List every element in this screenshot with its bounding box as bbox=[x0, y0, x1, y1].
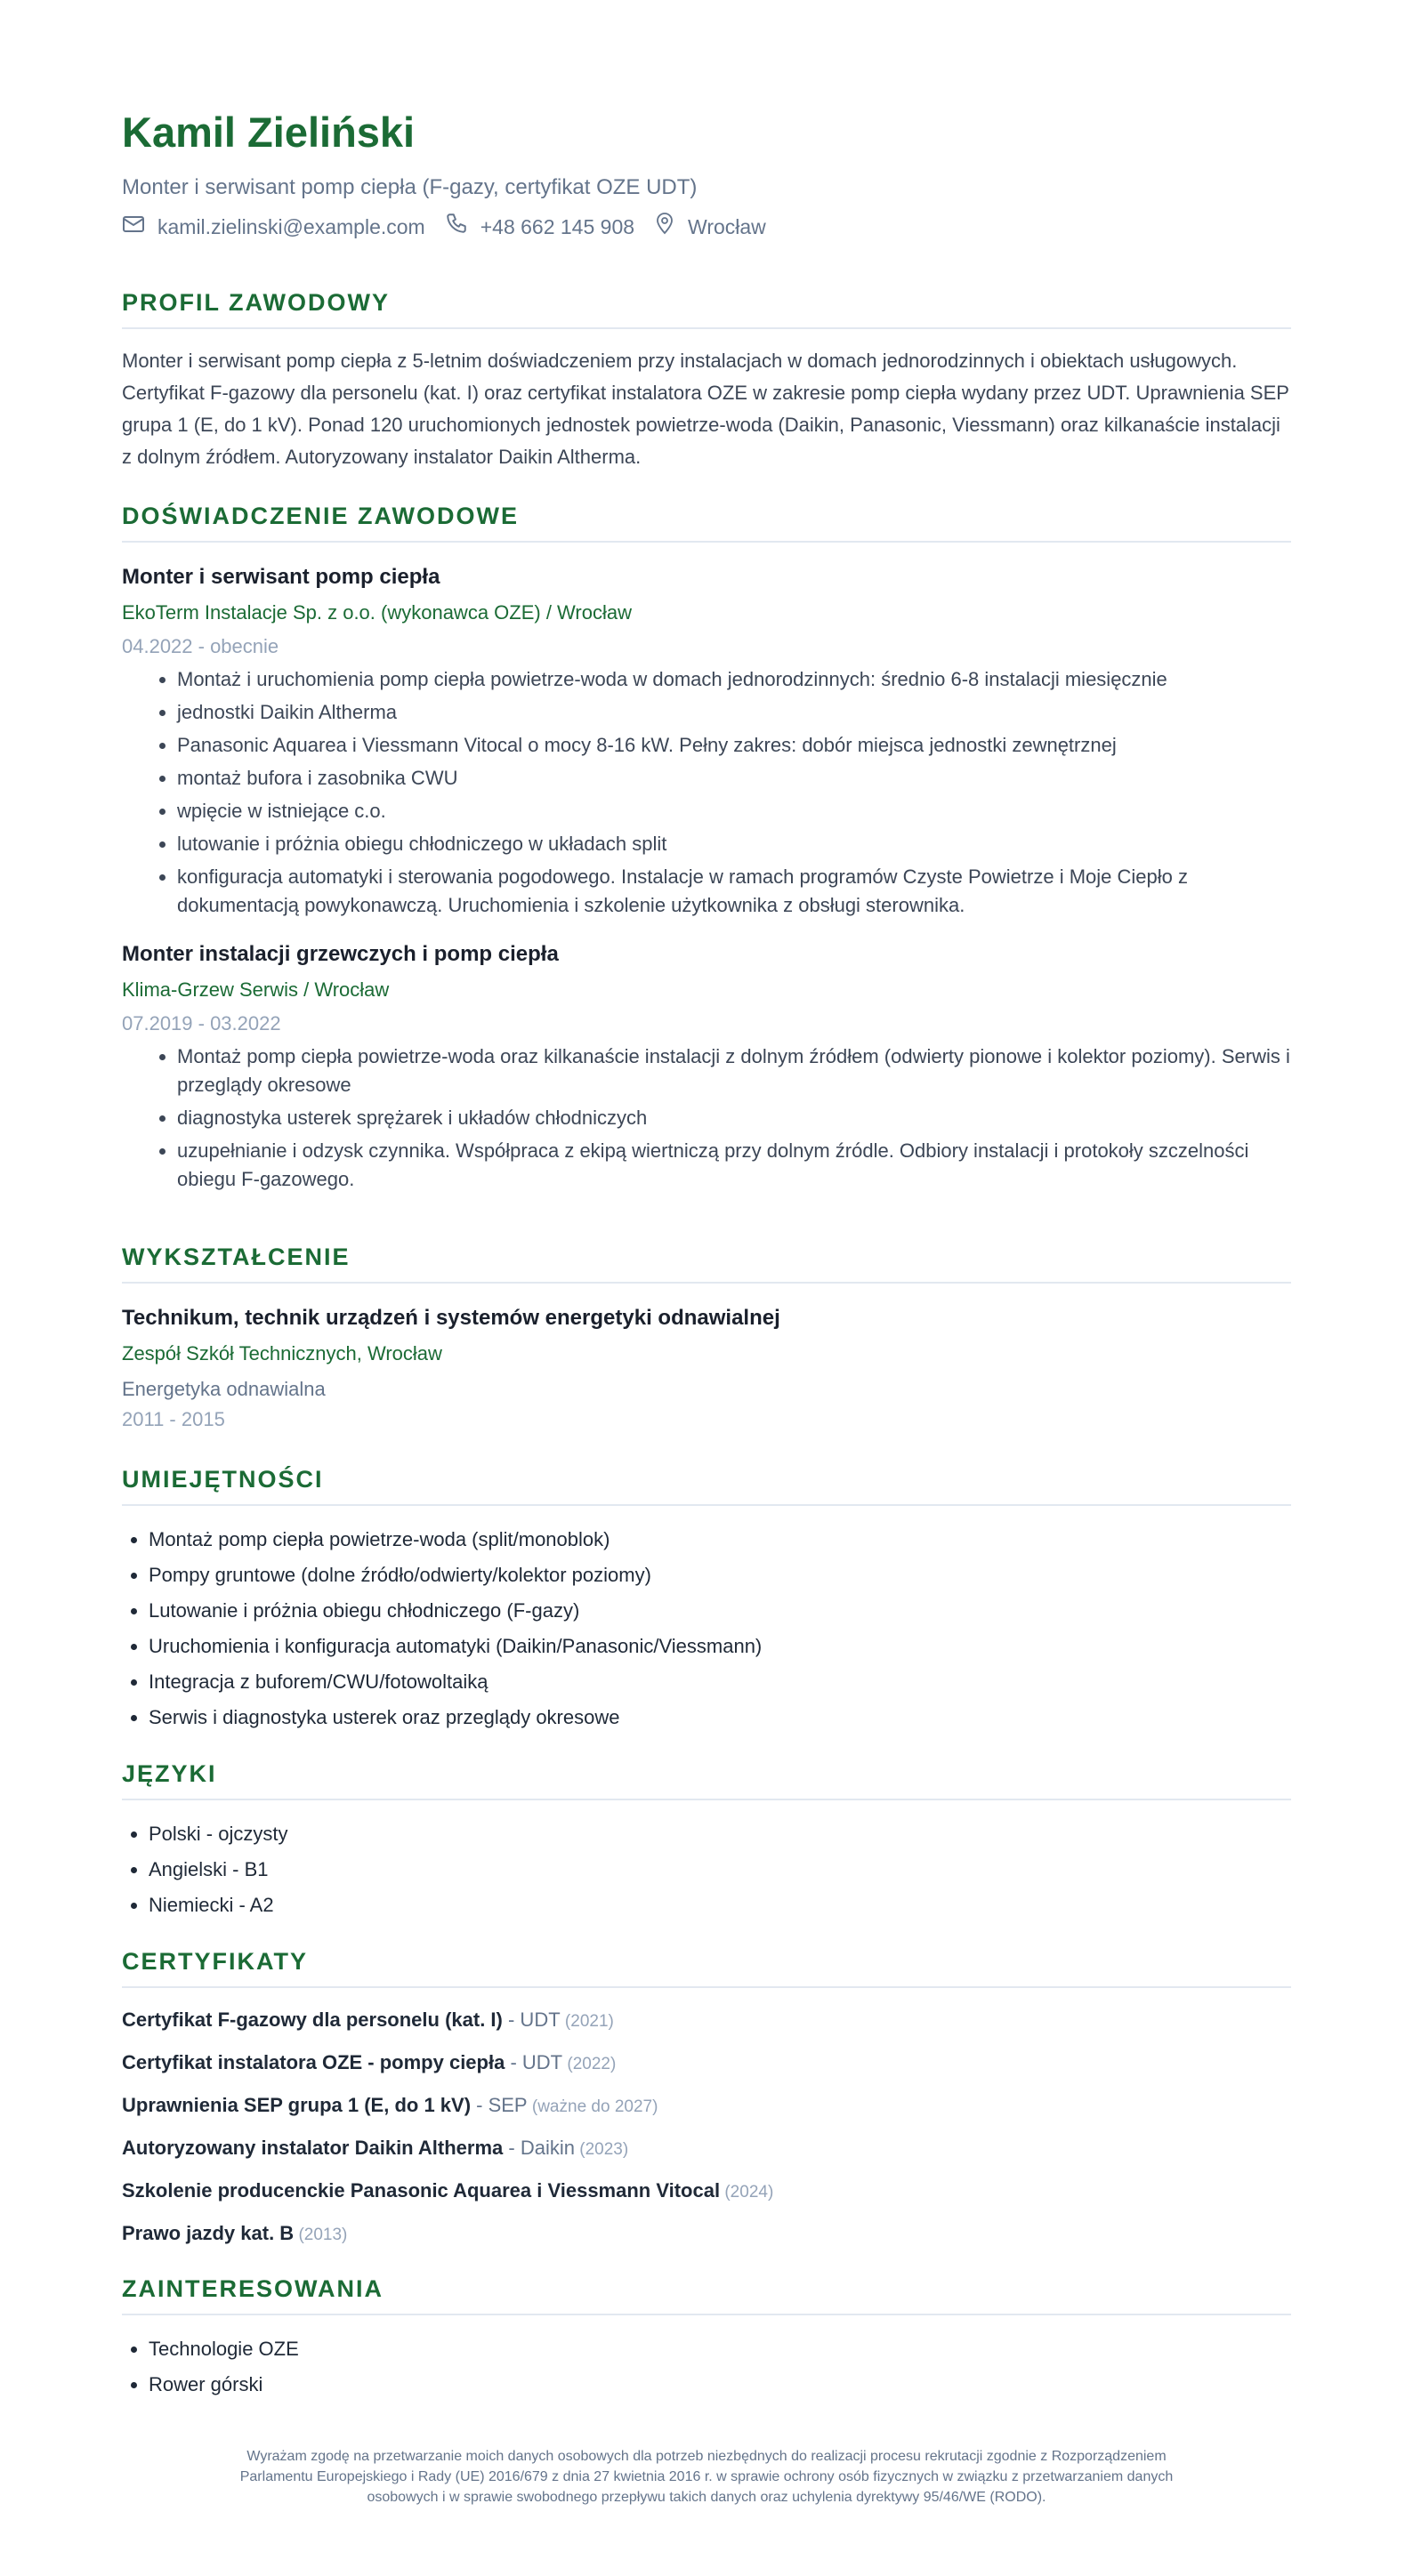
interests-list bbox=[122, 2335, 1291, 2399]
certificate-item bbox=[122, 2219, 1291, 2250]
job-company: Klima-Grzew Serwis / Wrocław bbox=[122, 978, 390, 1001]
education-dates: 2011 - 2015 bbox=[122, 1408, 225, 1430]
certificate-item bbox=[122, 2006, 1291, 2036]
section-title-languages: JĘZYKI bbox=[122, 1758, 1291, 1800]
candidate-name: Kamil Zieliński bbox=[122, 109, 416, 156]
certificate-item bbox=[122, 2091, 1291, 2121]
education-degree: Technikum, technik urządzeń i systemów energetyki odnawialnej bbox=[122, 1306, 780, 1330]
education-school: Zespół Szkół Technicznych, Wrocław bbox=[122, 1342, 442, 1364]
certificate-year: (2022) bbox=[562, 2055, 617, 2073]
list-item: • Angielski - B1 bbox=[149, 1856, 1291, 1884]
certificate-year: (2013) bbox=[294, 2226, 348, 2244]
list-item: • wpięcie w istniejące c.o. bbox=[177, 797, 1291, 825]
profile-text: Monter i serwisant pomp ciepła z 5-letnim doświadczeniem przy instalacjach w domach jednorodzinnych i obiektach usługowych. Certyfikat F-gazowy dla personelu (kat. I) oraz certyfikat instalatora OZE w zakresie pomp ciepła wydany przez UDT. Uprawnienia SEP grupa 1 (E, do 1 kV). Ponad 120 uruchomionych jednostek powietrze-woda (Daikin, Panasonic, Viessmann) oraz kilkanaście instalacji z dolnym źródłem. Autoryzowany instalator Daikin Altherma. bbox=[122, 350, 1289, 468]
certificates-list bbox=[122, 2006, 1291, 2250]
list-item: • Niemiecki - A2 bbox=[149, 1891, 1291, 1920]
section-certificates bbox=[122, 1945, 1291, 2262]
job-title: Monter i serwisant pomp ciepła bbox=[122, 565, 440, 589]
certificate-name: Certyfikat F-gazowy dla personelu (kat. I) bbox=[122, 2008, 503, 2031]
education-field: Energetyka odnawialna bbox=[122, 1378, 326, 1400]
certificate-name: Prawo jazdy kat. B bbox=[122, 2222, 295, 2244]
certificate-name: Szkolenie producenckie Panasonic Aquarea i Viessmann Vitocal bbox=[122, 2179, 721, 2202]
contact-phone[interactable] bbox=[445, 212, 634, 242]
job-dates: 07.2019 - 03.2022 bbox=[122, 1012, 281, 1034]
candidate-headline: Monter i serwisant pomp ciepła (F-gazy, certyfikat OZE UDT) bbox=[122, 175, 698, 199]
contact-location-text: Wrocław bbox=[688, 215, 766, 238]
list-item: • Montaż i uruchomienia pomp ciepła powietrze-woda w domach jednorodzinnych: średnio 6-8 instalacji miesięcznie bbox=[177, 665, 1291, 694]
list-item: • Uruchomienia i konfiguracja automatyki (Daikin/Panasonic/Viessmann) bbox=[149, 1632, 1291, 1661]
certificate-year: (2021) bbox=[560, 2012, 614, 2031]
contact-phone-text: +48 662 145 908 bbox=[480, 215, 635, 238]
list-item: • Integracja z buforem/CWU/fotowoltaiką bbox=[149, 1668, 1291, 1696]
section-skills bbox=[122, 1463, 1291, 1739]
certificate-item bbox=[122, 2177, 1291, 2207]
section-title-certificates: CERTYFIKATY bbox=[122, 1945, 1291, 1988]
certificate-year: (2023) bbox=[574, 2140, 629, 2159]
gdpr-consent: Wyrażam zgodę na przetwarzanie moich danych osobowych dla potrzeb niezbędnych do realizacji procesu rekrutacji zgodnie z Rozporządzeniem Parlamentu Europejskiego i Rady (UE) 2016/679 z dnia 27 kwietnia 2016 r. w sprawie ochrony osób fizycznych w związku z przetwarzaniem danych osobowych i w sprawie swobodnego przepływu takich danych oraz uchylenia dyrektywy 95/46/WE (RODO). bbox=[239, 2449, 1174, 2505]
job-bullets bbox=[122, 1042, 1291, 1194]
section-title-interests: ZAINTERESOWANIA bbox=[122, 2273, 1291, 2315]
certificate-name: Autoryzowany instalator Daikin Altherma bbox=[122, 2137, 504, 2159]
job-entry bbox=[122, 939, 1291, 1194]
certificate-issuer: - UDT bbox=[505, 2051, 563, 2073]
envelope-icon bbox=[122, 213, 157, 241]
certificate-issuer: - UDT bbox=[502, 2008, 561, 2031]
section-education bbox=[122, 1241, 1291, 1435]
certificate-item bbox=[122, 2049, 1291, 2079]
list-item: • Technologie OZE bbox=[149, 2335, 1291, 2363]
section-languages bbox=[122, 1758, 1291, 1927]
contact-bar bbox=[122, 212, 1291, 242]
list-item: • diagnostyka usterek sprężarek i układów chłodniczych bbox=[177, 1104, 1291, 1132]
section-interests bbox=[122, 2273, 1291, 2406]
skills-list bbox=[122, 1525, 1291, 1732]
certificate-name: Uprawnienia SEP grupa 1 (E, do 1 kV) bbox=[122, 2094, 472, 2116]
job-title: Monter instalacji grzewczych i pomp ciepła bbox=[122, 942, 559, 966]
certificate-name: Certyfikat instalatora OZE - pompy ciepła bbox=[122, 2051, 505, 2073]
list-item: • Rower górski bbox=[149, 2371, 1291, 2399]
certificate-issuer: - SEP bbox=[471, 2094, 528, 2116]
job-bullets bbox=[122, 665, 1291, 920]
list-item: • montaż bufora i zasobnika CWU bbox=[177, 764, 1291, 793]
list-item: • lutowanie i próżnia obiegu chłodniczego w układach split bbox=[177, 830, 1291, 858]
list-item: • Lutowanie i próżnia obiegu chłodniczego (F-gazy) bbox=[149, 1597, 1291, 1625]
map-pin-icon bbox=[654, 212, 688, 242]
job-dates: 04.2022 - obecnie bbox=[122, 635, 279, 657]
list-item: • jednostki Daikin Altherma bbox=[177, 698, 1291, 727]
list-item: • Polski - ojczysty bbox=[149, 1820, 1291, 1848]
list-item: • uzupełnianie i odzysk czynnika. Współpraca z ekipą wiertniczą przy dolnym źródle. Odbiory instalacji i protokoły szczelności obiegu F-gazowego. bbox=[177, 1137, 1291, 1194]
contact-email-text: kamil.zielinski@example.com bbox=[157, 215, 425, 238]
section-title-profile: PROFIL ZAWODOWY bbox=[122, 286, 1291, 329]
list-item: • Pompy gruntowe (dolne źródło/odwierty/kolektor poziomy) bbox=[149, 1561, 1291, 1590]
phone-icon bbox=[445, 212, 480, 242]
section-experience bbox=[122, 500, 1291, 1198]
job-company: EkoTerm Instalacje Sp. z o.o. (wykonawca OZE) / Wrocław bbox=[122, 601, 632, 624]
list-item: • Montaż pomp ciepła powietrze-woda (split/monoblok) bbox=[149, 1525, 1291, 1554]
job-entry bbox=[122, 562, 1291, 920]
certificate-year: (ważne do 2027) bbox=[527, 2097, 658, 2116]
certificate-issuer: - Daikin bbox=[503, 2137, 575, 2159]
list-item: • konfiguracja automatyki i sterowania pogodowego. Instalacje w ramach programów Czyste Powietrze i Moje Ciepło z dokumentacją powykonawczą. Uruchomienia i szkolenie użytkownika z obsługi sterownika. bbox=[177, 863, 1291, 920]
section-title-skills: UMIEJĘTNOŚCI bbox=[122, 1463, 1291, 1506]
certificate-year: (2024) bbox=[720, 2183, 774, 2202]
contact-location bbox=[654, 212, 766, 242]
section-title-experience: DOŚWIADCZENIE ZAWODOWE bbox=[122, 500, 1291, 543]
contact-email[interactable] bbox=[122, 213, 425, 241]
certificate-item bbox=[122, 2134, 1291, 2164]
list-item: • Serwis i diagnostyka usterek oraz przeglądy okresowe bbox=[149, 1703, 1291, 1732]
section-title-education: WYKSZTAŁCENIE bbox=[122, 1241, 1291, 1284]
languages-list bbox=[122, 1820, 1291, 1920]
section-profile bbox=[122, 286, 1291, 473]
list-item: • Panasonic Aquarea i Viessmann Vitocal o mocy 8-16 kW. Pełny zakres: dobór miejsca jednostki zewnętrznej bbox=[177, 731, 1291, 760]
list-item: • Montaż pomp ciepła powietrze-woda oraz kilkanaście instalacji z dolnym źródłem (odwierty pionowe i kolektor poziomy). Serwis i przeglądy okresowe bbox=[177, 1042, 1291, 1099]
